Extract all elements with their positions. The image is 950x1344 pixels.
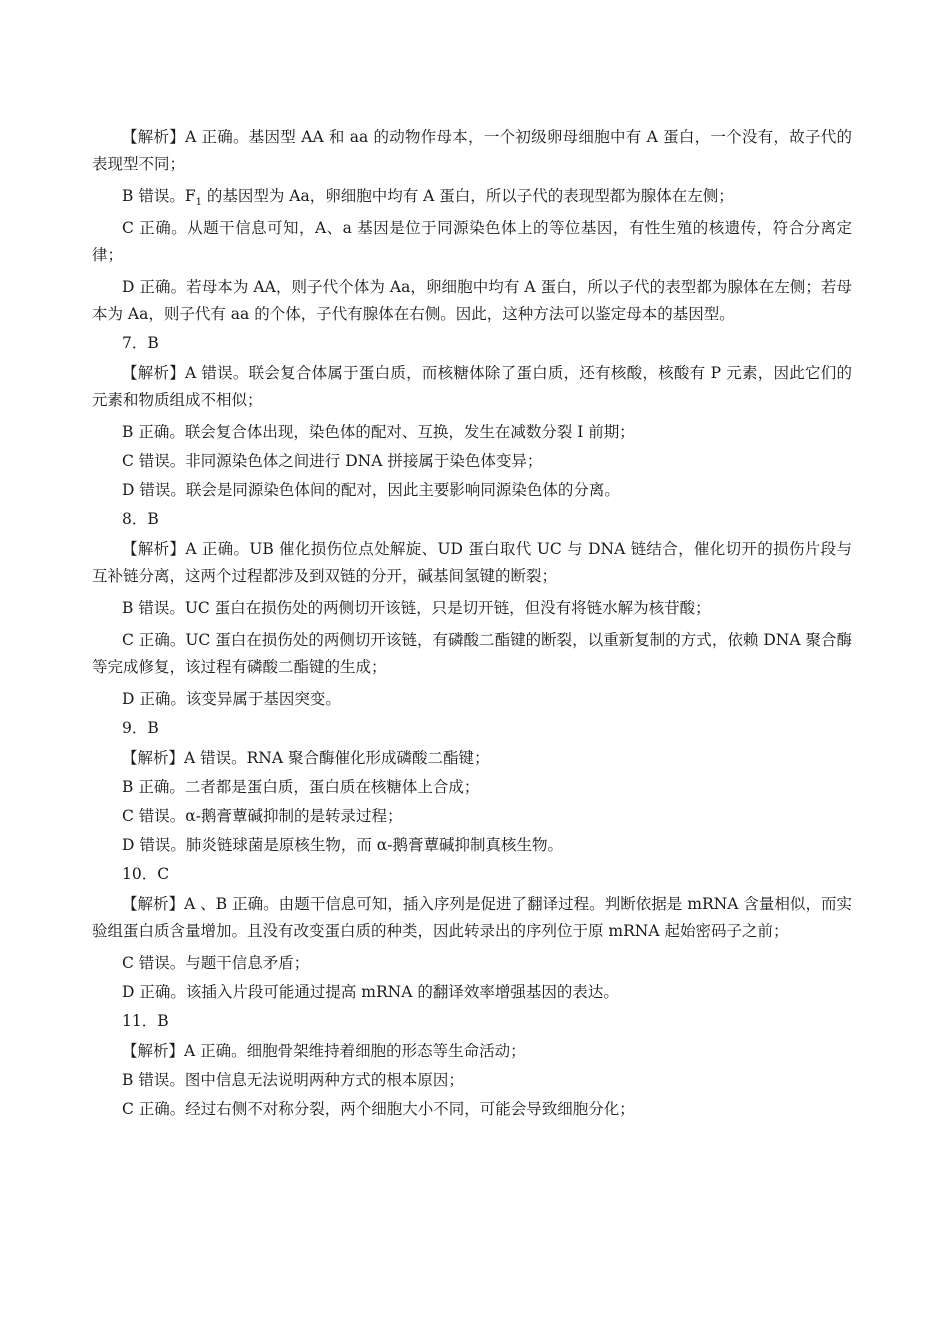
text-after-sub: 的基因型为 Aa，卵细胞中均有 A 蛋白，所以子代的表现型都为腺体在左侧； xyxy=(201,187,734,205)
paragraph-8d: D 正确。该变异属于基因突变。 xyxy=(122,690,341,708)
paragraph-10c: C 错误。与题干信息矛盾； xyxy=(122,954,310,972)
paragraph-8b: B 错误。UC 蛋白在损伤处的两侧切开该链，只是切开链，但没有将链水解为核苷酸； xyxy=(122,599,711,617)
paragraph-6a: 【解析】A 正确。基因型 AA 和 aa 的动物作母本，一个初级卵母细胞中有 A 蛋白，一个没有，故子代的表现型不同； xyxy=(92,128,852,173)
paragraph-11a: 【解析】A 正确。细胞骨架维持着细胞的形态等生命活动； xyxy=(122,1042,526,1060)
paragraph-10a: 【解析】A 、B 正确。由题干信息可知，插入序列是促进了翻译过程。判断依据是 mRNA 含量相似，而实验组蛋白质含量增加。且没有改变蛋白质的种类，因此转录出的序列位于原 mRNA 起始密码子之前； xyxy=(92,895,852,940)
paragraph-7b: B 正确。联会复合体出现，染色体的配对、互换，发生在减数分裂 I 前期； xyxy=(122,423,635,441)
paragraph-7c: C 错误。非同源染色体之间进行 DNA 拼接属于染色体变异； xyxy=(122,452,543,470)
paragraph-9b: B 正确。二者都是蛋白质，蛋白质在核糖体上合成； xyxy=(122,778,480,796)
text-before-sub: B 错误。F xyxy=(122,187,196,205)
question-number-9: 9．B xyxy=(122,719,159,737)
paragraph-10d: D 正确。该插入片段可能通过提高 mRNA 的翻译效率增强基因的表达。 xyxy=(122,983,619,1001)
paragraph-7d: D 错误。联会是同源染色体间的配对，因此主要影响同源染色体的分离。 xyxy=(122,481,620,499)
paragraph-8a: 【解析】A 正确。UB 催化损伤位点处解旋、UD 蛋白取代 UC 与 DNA 链结合，催化切开的损伤片段与互补链分离，这两个过程都涉及到双链的分开，碱基间氢键的断裂； xyxy=(92,540,852,585)
paragraph-8c: C 正确。UC 蛋白在损伤处的两侧切开该链，有磷酸二酯键的断裂，以重新复制的方式，依赖 DNA 聚合酶等完成修复，该过程有磷酸二酯键的生成； xyxy=(92,631,852,676)
answer-page xyxy=(92,124,852,1125)
paragraph-7a: 【解析】A 错误。联会复合体属于蛋白质，而核糖体除了蛋白质，还有核酸，核酸有 P 元素，因此它们的元素和物质组成不相似； xyxy=(92,364,852,409)
paragraph-9d: D 错误。肺炎链球菌是原核生物，而 α-鹅膏蕈碱抑制真核生物。 xyxy=(122,836,563,854)
paragraph-9c: C 错误。α-鹅膏蕈碱抑制的是转录过程； xyxy=(122,807,403,825)
paragraph-11b: B 错误。图中信息无法说明两种方式的根本原因； xyxy=(122,1071,464,1089)
paragraph-9a: 【解析】A 错误。RNA 聚合酶催化形成磷酸二酯键； xyxy=(122,749,490,767)
paragraph-6d: D 正确。若母本为 AA，则子代个体为 Aa，卵细胞中均有 A 蛋白，所以子代的表型都为腺体在左侧；若母本为 Aa，则子代有 aa 的个体，子代有腺体在右侧。因此，这种方法可以鉴定母本的基因型。 xyxy=(92,278,852,323)
question-number-10: 10．C xyxy=(122,865,170,883)
paragraph-6c: C 正确。从题干信息可知，A、a 基因是位于同源染色体上的等位基因，有性生殖的核遗传，符合分离定律； xyxy=(92,219,852,264)
question-number-8: 8．B xyxy=(122,510,159,528)
question-number-7: 7．B xyxy=(122,334,159,352)
paragraph-11c: C 正确。经过右侧不对称分裂，两个细胞大小不同，可能会导致细胞分化； xyxy=(122,1100,635,1118)
question-number-11: 11．B xyxy=(122,1012,169,1030)
subscript: 1 xyxy=(195,197,202,209)
paragraph-6b xyxy=(92,183,852,210)
